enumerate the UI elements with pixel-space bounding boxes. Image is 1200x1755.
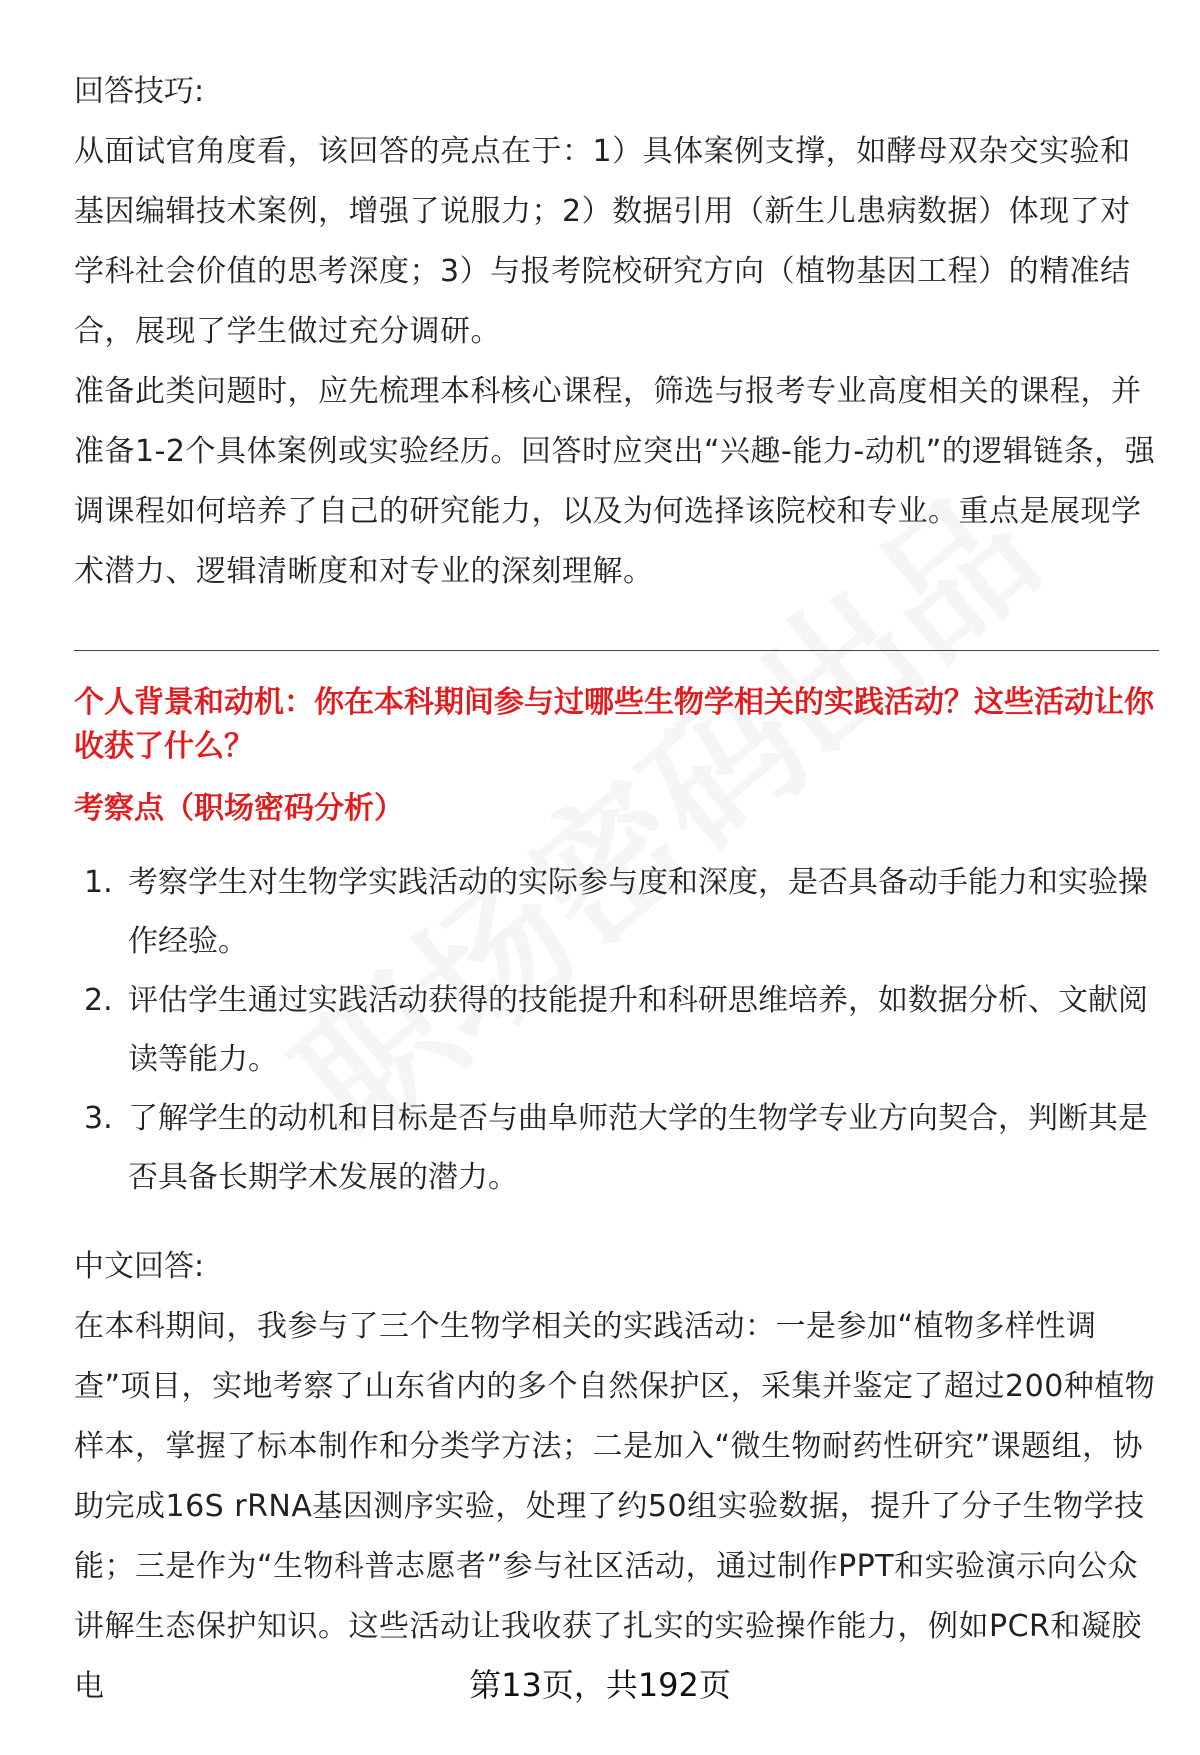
list-item-text: 了解学生的动机和目标是否与曲阜师范大学的生物学专业方向契合，判断其是否具备长期学术发展的潜力。 xyxy=(128,1101,1148,1195)
list-item xyxy=(74,853,1159,971)
section-divider xyxy=(74,650,1159,651)
list-item-text: 评估学生通过实践活动获得的技能提升和科研思维培养，如数据分析、文献阅读等能力。 xyxy=(128,983,1148,1077)
answer-tips-label: 回答技巧: xyxy=(74,74,205,109)
tips-paragraph-2: 准备此类问题时，应先梳理本科核心课程，筛选与报考专业高度相关的课程，并准备1-2个具体案例或实验经历。回答时应突出“兴趣-能力-动机”的逻辑链条，强调课程如何培养了自己的研究能力，以及为何选择该院校和专业。重点是展现学术潜力、逻辑清晰度和对专业的深刻理解。 xyxy=(74,374,1156,589)
document-page xyxy=(74,62,1159,1717)
analysis-subheading: 考察点（职场密码分析） xyxy=(74,791,404,826)
list-item xyxy=(74,971,1159,1089)
list-item-number: 3. xyxy=(84,1101,113,1136)
list-item-number: 2. xyxy=(84,983,113,1018)
page-number-footer: 第13页，共192页 xyxy=(469,1666,731,1704)
list-item-number: 1. xyxy=(84,865,113,900)
question-heading: 个人背景和动机：你在本科期间参与过哪些生物学相关的实践活动？这些活动让你收获了什么？ xyxy=(74,685,1154,764)
list-item-text: 考察学生对生物学实践活动的实际参与度和深度，是否具备动手能力和实验操作经验。 xyxy=(128,865,1148,959)
tips-paragraph-1: 从面试官角度看，该回答的亮点在于：1）具体案例支撑，如酵母双杂交实验和基因编辑技术案例，增强了说服力；2）数据引用（新生儿患病数据）体现了对学科社会价值的思考深度；3）与报考院校研究方向（植物基因工程）的精准结合，展现了学生做过充分调研。 xyxy=(74,134,1131,349)
chinese-answer-label: 中文回答: xyxy=(74,1249,205,1284)
analysis-points-list xyxy=(74,853,1159,1207)
chinese-answer-text: 在本科期间，我参与了三个生物学相关的实践活动：一是参加“植物多样性调查”项目，实地考察了山东省内的多个自然保护区，采集并鉴定了超过200种植物样本，掌握了标本制作和分类学方法；二是加入“微生物耐药性研究”课题组，协助完成16S rRNA基因测序实验，处理了约50组实验数据，提升了分子生物学技能；三是作为“生物科普志愿者”参与社区活动，通过制作PPT和实验演示向公众讲解生态保护知识。这些活动让我收获了扎实的实验操作能力，例如PCR和凝胶电 xyxy=(74,1309,1156,1704)
list-item xyxy=(74,1089,1159,1207)
